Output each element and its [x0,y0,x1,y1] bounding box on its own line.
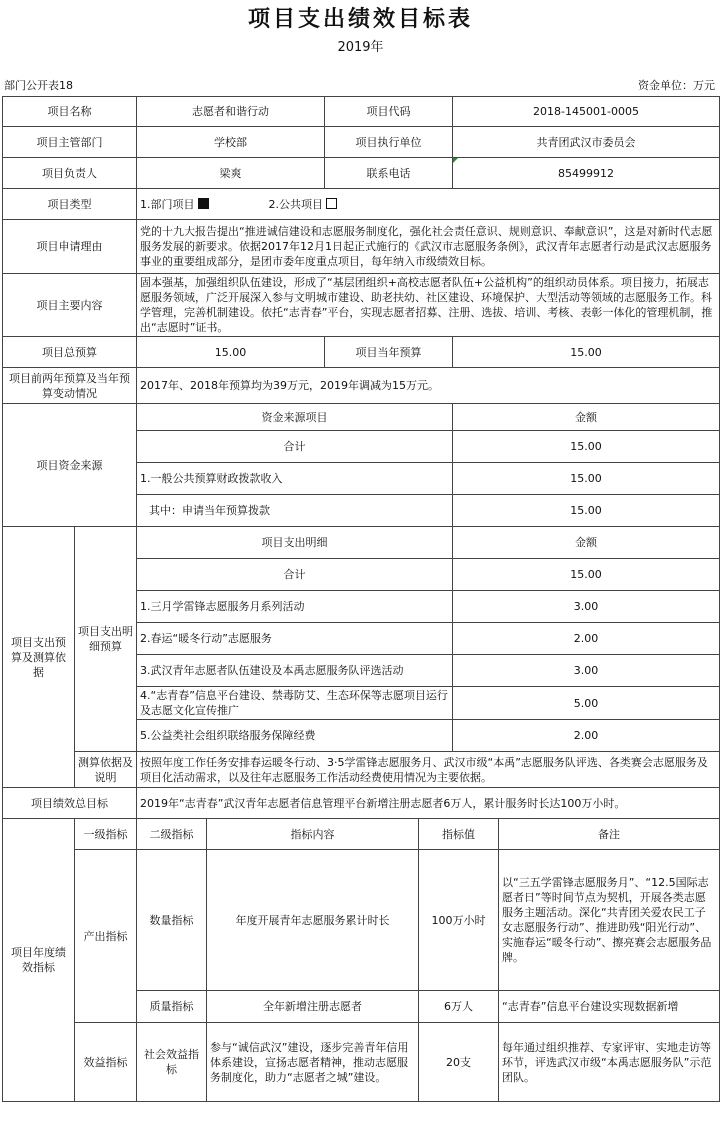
currency-unit: 资金单位：万元 [638,79,715,92]
value-owner[interactable]: 梁爽 [137,158,325,189]
row-content [3,274,720,337]
form-number: 部门公开表18 [4,79,73,92]
value-current-budget[interactable]: 15.00 [453,337,720,368]
value-content[interactable]: 固本强基，加强组织队伍建设，形成了“基层团组织+高校志愿者队伍+公益机构”的组织动员体系。项目接力，拓展志愿服务领域，广泛开展深入参与文明城市建设、助老扶幼、社区建设、环境保护、大型活动等领域的志愿服务工作。科学管理，完善机制建设。依托“志青春”平台，实现志愿者招募、注册、选拔、培训、考核、表彰一体化的管理机制，推出“志愿时”证书。 [137,274,720,337]
row-expense-basis [3,752,720,788]
label-annual-kpi: 项目年度绩效指标 [3,819,75,1102]
expense-row-name: 2.春运“暖冬行动”志愿服务 [137,623,453,655]
performance-target-table [2,96,720,1102]
row-overall-goal [3,788,720,819]
expense-row-amount[interactable]: 3.00 [453,591,720,623]
comment-marker-icon [453,158,458,163]
funding-col-source: 资金来源项目 [137,404,453,431]
kpi-col-level2: 二级指标 [137,819,207,850]
row-owner [3,158,720,189]
kpi-note[interactable]: 每年通过组织推荐、专家评审、实地走访等环节，评选武汉市级“本禹志愿服务队”示范团队。 [499,1023,720,1102]
row-budget-change [3,368,720,404]
page-title: 项目支出绩效目标表 [247,7,473,32]
label-expense-budget: 项目支出预算及测算依据 [3,527,75,788]
funding-row-amount[interactable]: 15.00 [453,463,720,495]
kpi-note[interactable]: “志青春”信息平台建设实现数据新增 [499,991,720,1023]
value-executor[interactable]: 共青团武汉市委员会 [453,127,720,158]
expense-row-name: 4.“志青春”信息平台建设、禁毒防艾、生态环保等志愿项目运行及志愿文化宣传推广 [137,687,453,720]
phone-text: 85499912 [558,166,614,180]
label-expense-basis: 测算依据及说明 [75,752,137,788]
label-content: 项目主要内容 [3,274,137,337]
label-executor: 项目执行单位 [325,127,453,158]
label-project-code: 项目代码 [325,97,453,127]
label-expense-detail: 项目支出明细预算 [75,527,137,752]
kpi-row [3,1023,720,1102]
expense-col-item: 项目支出明细 [137,527,453,559]
label-department: 项目主管部门 [3,127,137,158]
row-budget [3,337,720,368]
label-project-type: 项目类型 [3,189,137,220]
expense-row-amount[interactable]: 15.00 [453,559,720,591]
value-overall-goal[interactable]: 2019年“志青春”武汉青年志愿者信息管理平台新增注册志愿者6万人，累计服务时长达100万小时。 [137,788,720,819]
row-expense-header [3,527,720,559]
expense-row-amount[interactable]: 5.00 [453,687,720,720]
label-current-budget: 项目当年预算 [325,337,453,368]
label-total-budget: 项目总预算 [3,337,137,368]
kpi-level2: 数量指标 [137,850,207,991]
value-department[interactable]: 学校部 [137,127,325,158]
value-project-name[interactable]: 志愿者和谐行动 [137,97,325,127]
label-project-name: 项目名称 [3,97,137,127]
value-budget-change[interactable]: 2017年、2018年预算均为39万元，2019年调减为15万元。 [137,368,720,404]
label-funding-source: 项目资金来源 [3,404,137,527]
expense-col-amount: 金额 [453,527,720,559]
row-department [3,127,720,158]
value-expense-basis[interactable]: 按照年度工作任务安排春运暖冬行动、3·5学雷锋志愿服务月、武汉市级“本禹”志愿服务队评选、各类赛会志愿服务及项目化活动需求，以及往年志愿服务工作活动经费使用情况为主要依据。 [137,752,720,788]
value-project-code[interactable]: 2018-145001-0005 [453,97,720,127]
row-reason [3,220,720,274]
kpi-col-content: 指标内容 [207,819,419,850]
unchecked-box-icon[interactable] [326,198,337,209]
kpi-level2: 质量指标 [137,991,207,1023]
checked-box-icon[interactable] [198,198,209,209]
funding-row-name: 其中：申请当年预算拨款 [137,495,453,527]
kpi-content[interactable]: 参与“诚信武汉”建设，逐步完善青年信用体系建设，宣扬志愿者精神，推动志愿服务制度化，助力“志愿者之城”建设。 [207,1023,419,1102]
expense-row-amount[interactable]: 3.00 [453,655,720,687]
kpi-value[interactable]: 6万人 [419,991,499,1023]
value-total-budget[interactable]: 15.00 [137,337,325,368]
type-option-dept: 1.部门项目 [140,197,195,211]
row-project-name [3,97,720,127]
expense-row-name: 1.三月学雷锋志愿服务月系列活动 [137,591,453,623]
kpi-value[interactable]: 20支 [419,1023,499,1102]
expense-row-amount[interactable]: 2.00 [453,623,720,655]
value-reason[interactable]: 党的十九大报告提出“推进诚信建设和志愿服务制度化，强化社会责任意识、规则意识、奉献意识”，这是对新时代志愿服务发展的新要求。依据2017年12月1日起正式施行的《武汉市志愿服务条例》，武汉青年志愿者行动是武汉志愿服务事业的重要组成部分，是团市委年度重点项目，每年纳入市级绩效目标。 [137,220,720,274]
kpi-col-level1: 一级指标 [75,819,137,850]
label-reason: 项目申请理由 [3,220,137,274]
kpi-col-value: 指标值 [419,819,499,850]
expense-row-name: 合计 [137,559,453,591]
kpi-output-label: 产出指标 [75,850,137,1023]
row-kpi-header [3,819,720,850]
expense-row-name: 3.武汉青年志愿者队伍建设及本禹志愿服务队评选活动 [137,655,453,687]
funding-row-name: 合计 [137,431,453,463]
year-label: 2019年 [337,40,384,55]
funding-col-amount: 金额 [453,404,720,431]
kpi-note[interactable]: 以“三五学雷锋志愿服务月”、“12.5国际志愿者日”等时间节点为契机，开展各类志愿服务主题活动。深化“共青团关爱农民工子女志愿服务行动”、推进助残“阳光行动”、实施春运“暖冬行动”、擦亮赛会志愿服务品牌。 [499,850,720,991]
value-phone[interactable] [453,158,720,189]
label-budget-change: 项目前两年预算及当年预算变动情况 [3,368,137,404]
kpi-content[interactable]: 年度开展青年志愿服务累计时长 [207,850,419,991]
label-owner: 项目负责人 [3,158,137,189]
funding-row-amount[interactable]: 15.00 [453,495,720,527]
row-project-type [3,189,720,220]
label-phone: 联系电话 [325,158,453,189]
kpi-col-note: 备注 [499,819,720,850]
kpi-content[interactable]: 全年新增注册志愿者 [207,991,419,1023]
expense-row-name: 5.公益类社会组织联络服务保障经费 [137,720,453,752]
kpi-benefit-label: 效益指标 [75,1023,137,1102]
kpi-row [3,850,720,991]
expense-row-amount[interactable]: 2.00 [453,720,720,752]
kpi-value[interactable]: 100万小时 [419,850,499,991]
label-overall-goal: 项目绩效总目标 [3,788,137,819]
funding-row-amount[interactable]: 15.00 [453,431,720,463]
kpi-level2: 社会效益指标 [137,1023,207,1102]
value-project-type [137,189,720,220]
row-funding-header [3,404,720,431]
funding-row-name: 1.一般公共预算财政拨款收入 [137,463,453,495]
type-option-public: 2.公共项目 [268,197,323,211]
